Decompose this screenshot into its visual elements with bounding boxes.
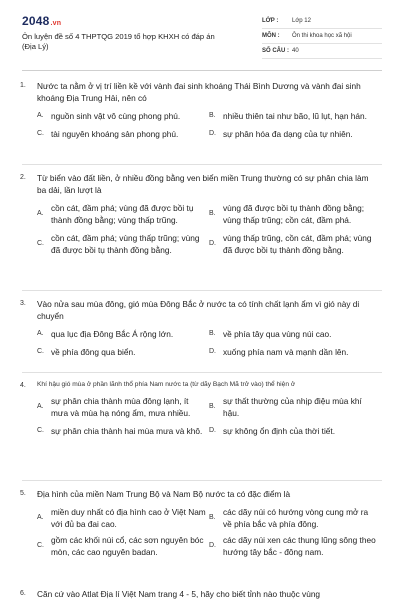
question-4 [20, 380, 384, 437]
option-d[interactable] [209, 232, 379, 256]
option-letter: D. [209, 427, 216, 434]
question-options [37, 110, 384, 140]
option-letter: B. [209, 403, 216, 410]
option-text: xuống phía nam và mạnh dần lên. [223, 347, 349, 357]
option-a[interactable] [37, 328, 207, 340]
option-letter: B. [209, 330, 216, 337]
option-d[interactable] [209, 425, 379, 437]
option-letter: C. [37, 542, 44, 549]
option-c[interactable] [37, 346, 207, 358]
question-number: 4. [20, 382, 26, 389]
meta-key: MÔN : [262, 33, 280, 39]
question-2 [20, 172, 384, 256]
question-options [37, 328, 384, 358]
meta-row-subject [262, 29, 382, 44]
question-3 [20, 298, 384, 358]
option-text: cồn cát, đầm phá; vùng thấp trũng; vùng đã được bồi tụ thành đồng bằng. [51, 233, 200, 255]
question-5 [20, 488, 384, 558]
option-d[interactable] [209, 346, 379, 358]
question-number: 5. [20, 490, 26, 497]
option-b[interactable] [209, 328, 379, 340]
option-letter: C. [37, 130, 44, 137]
option-text: về phía tây qua vùng núi cao. [223, 329, 332, 339]
option-letter: D. [209, 130, 216, 137]
option-letter: B. [209, 112, 216, 119]
question-6 [20, 588, 384, 600]
document-title: Ôn luyện đề số 4 THPTQG 2019 tổ hợp KHXH có đáp án (Địa Lý) [22, 32, 215, 51]
option-letter: C. [37, 427, 44, 434]
page-header [22, 14, 382, 64]
option-b[interactable] [209, 110, 379, 122]
option-text: sự phân chia thành mùa đông lạnh, ít mưa và mùa hạ nóng ẩm, mưa nhiều. [51, 396, 191, 418]
option-text: sự phân chia thành hai mùa mưa và khô. [51, 426, 203, 436]
option-text: nhiều thiên tai như bão, lũ lụt, hạn hán. [223, 111, 367, 121]
question-number: 6. [20, 590, 26, 597]
option-b[interactable] [209, 202, 379, 226]
option-text: sự phân hóa đa dạng của tự nhiên. [223, 129, 353, 139]
option-text: sự thất thường của nhịp điệu mùa khí hậu. [223, 396, 362, 418]
option-c[interactable] [37, 534, 207, 558]
question-stem: Địa hình của miền Nam Trung Bộ và Nam Bộ nước ta có đặc điểm là [37, 489, 291, 499]
option-text: vùng thấp trũng, cồn cát, đầm phá; vùng đã được bồi tụ thành đồng bằng. [223, 233, 372, 255]
option-a[interactable] [37, 506, 207, 530]
option-letter: D. [209, 240, 216, 247]
option-letter: B. [209, 514, 216, 521]
option-b[interactable] [209, 506, 379, 530]
document-meta [262, 14, 382, 59]
question-divider [22, 164, 382, 165]
question-stem: Khí hậu gió mùa ở phần lãnh thổ phía Nam nước ta (từ dãy Bạch Mã trở vào) thể hiện ở [37, 381, 296, 388]
option-text: nguồn sinh vật vô cùng phong phú. [51, 111, 181, 121]
option-text: các dãy núi có hướng vòng cung mở ra về phía bắc và phía đông. [223, 507, 369, 529]
question-number: 2. [20, 174, 26, 181]
question-divider [22, 480, 382, 481]
option-d[interactable] [209, 128, 379, 140]
option-letter: C. [37, 348, 44, 355]
option-letter: D. [209, 348, 216, 355]
option-letter: A. [37, 210, 44, 217]
meta-row-count [262, 44, 382, 59]
meta-key: SỐ CÂU : [262, 48, 289, 54]
logo-text: 2048 [22, 14, 50, 28]
option-letter: A. [37, 403, 44, 410]
option-a[interactable] [37, 202, 207, 226]
option-letter: B. [209, 210, 216, 217]
question-divider [22, 290, 382, 291]
option-text: tài nguyên khoáng sản phong phú. [51, 129, 179, 139]
question-1 [20, 80, 384, 140]
option-d[interactable] [209, 534, 379, 558]
option-text: các dãy núi xen các thung lũng sông theo hướng tây bắc - đông nam. [223, 535, 376, 557]
meta-value: Ôn thi khoa học xã hội [292, 33, 352, 39]
question-options [37, 506, 384, 558]
option-text: vùng đã được bồi tụ thành đồng bằng; vùng thấp trũng; cồn cát, đầm phá. [223, 203, 365, 225]
option-letter: A. [37, 514, 44, 521]
question-options [37, 202, 384, 256]
option-c[interactable] [37, 232, 207, 256]
option-text: cồn cát, đầm phá; vùng đã được bồi tụ thành đồng bằng; vùng thấp trũng. [51, 203, 194, 225]
option-text: gồm các khối núi cổ, các sơn nguyên bóc mòn, các cao nguyên badan. [51, 535, 204, 557]
option-letter: C. [37, 240, 44, 247]
option-b[interactable] [209, 395, 379, 419]
question-stem: Từ biển vào đất liền, ở nhiều đồng bằng ven biển miền Trung thường có sự phân chia làm ba dải, lần lượt là [37, 173, 369, 195]
question-stem: Vào nửa sau mùa đông, gió mùa Đông Bắc ở nước ta có tính chất lạnh ẩm vì gió này di chuyển [37, 299, 360, 321]
meta-key: LỚP : [262, 18, 279, 24]
logo-suffix: .vn [50, 20, 62, 27]
question-divider [22, 372, 382, 373]
question-options [37, 395, 384, 437]
option-text: sự không ổn định của thời tiết. [223, 426, 336, 436]
option-letter: A. [37, 330, 44, 337]
option-letter: A. [37, 112, 44, 119]
option-text: miền duy nhất có địa hình cao ở Việt Nam với đủ ba đai cao. [51, 507, 206, 529]
meta-value: Lớp 12 [292, 18, 311, 24]
option-c[interactable] [37, 425, 207, 437]
meta-value: 40 [292, 48, 299, 54]
question-stem: Căn cứ vào Atlat Địa lí Việt Nam trang 4 - 5, hãy cho biết tỉnh nào thuộc vùng [37, 589, 321, 599]
question-number: 3. [20, 300, 26, 307]
option-a[interactable] [37, 110, 207, 122]
option-c[interactable] [37, 128, 207, 140]
option-text: qua lục địa Đông Bắc Á rộng lớn. [51, 329, 174, 339]
meta-row-class [262, 14, 382, 29]
option-a[interactable] [37, 395, 207, 419]
question-stem: Nước ta nằm ở vị trí liền kề với vành đai sinh khoáng Thái Bình Dương và vành đai sinh khoáng Địa Trung Hải, nên có [37, 81, 361, 103]
header-divider [22, 70, 382, 71]
question-number: 1. [20, 82, 26, 89]
option-text: về phía đông qua biển. [51, 347, 136, 357]
option-letter: D. [209, 542, 216, 549]
